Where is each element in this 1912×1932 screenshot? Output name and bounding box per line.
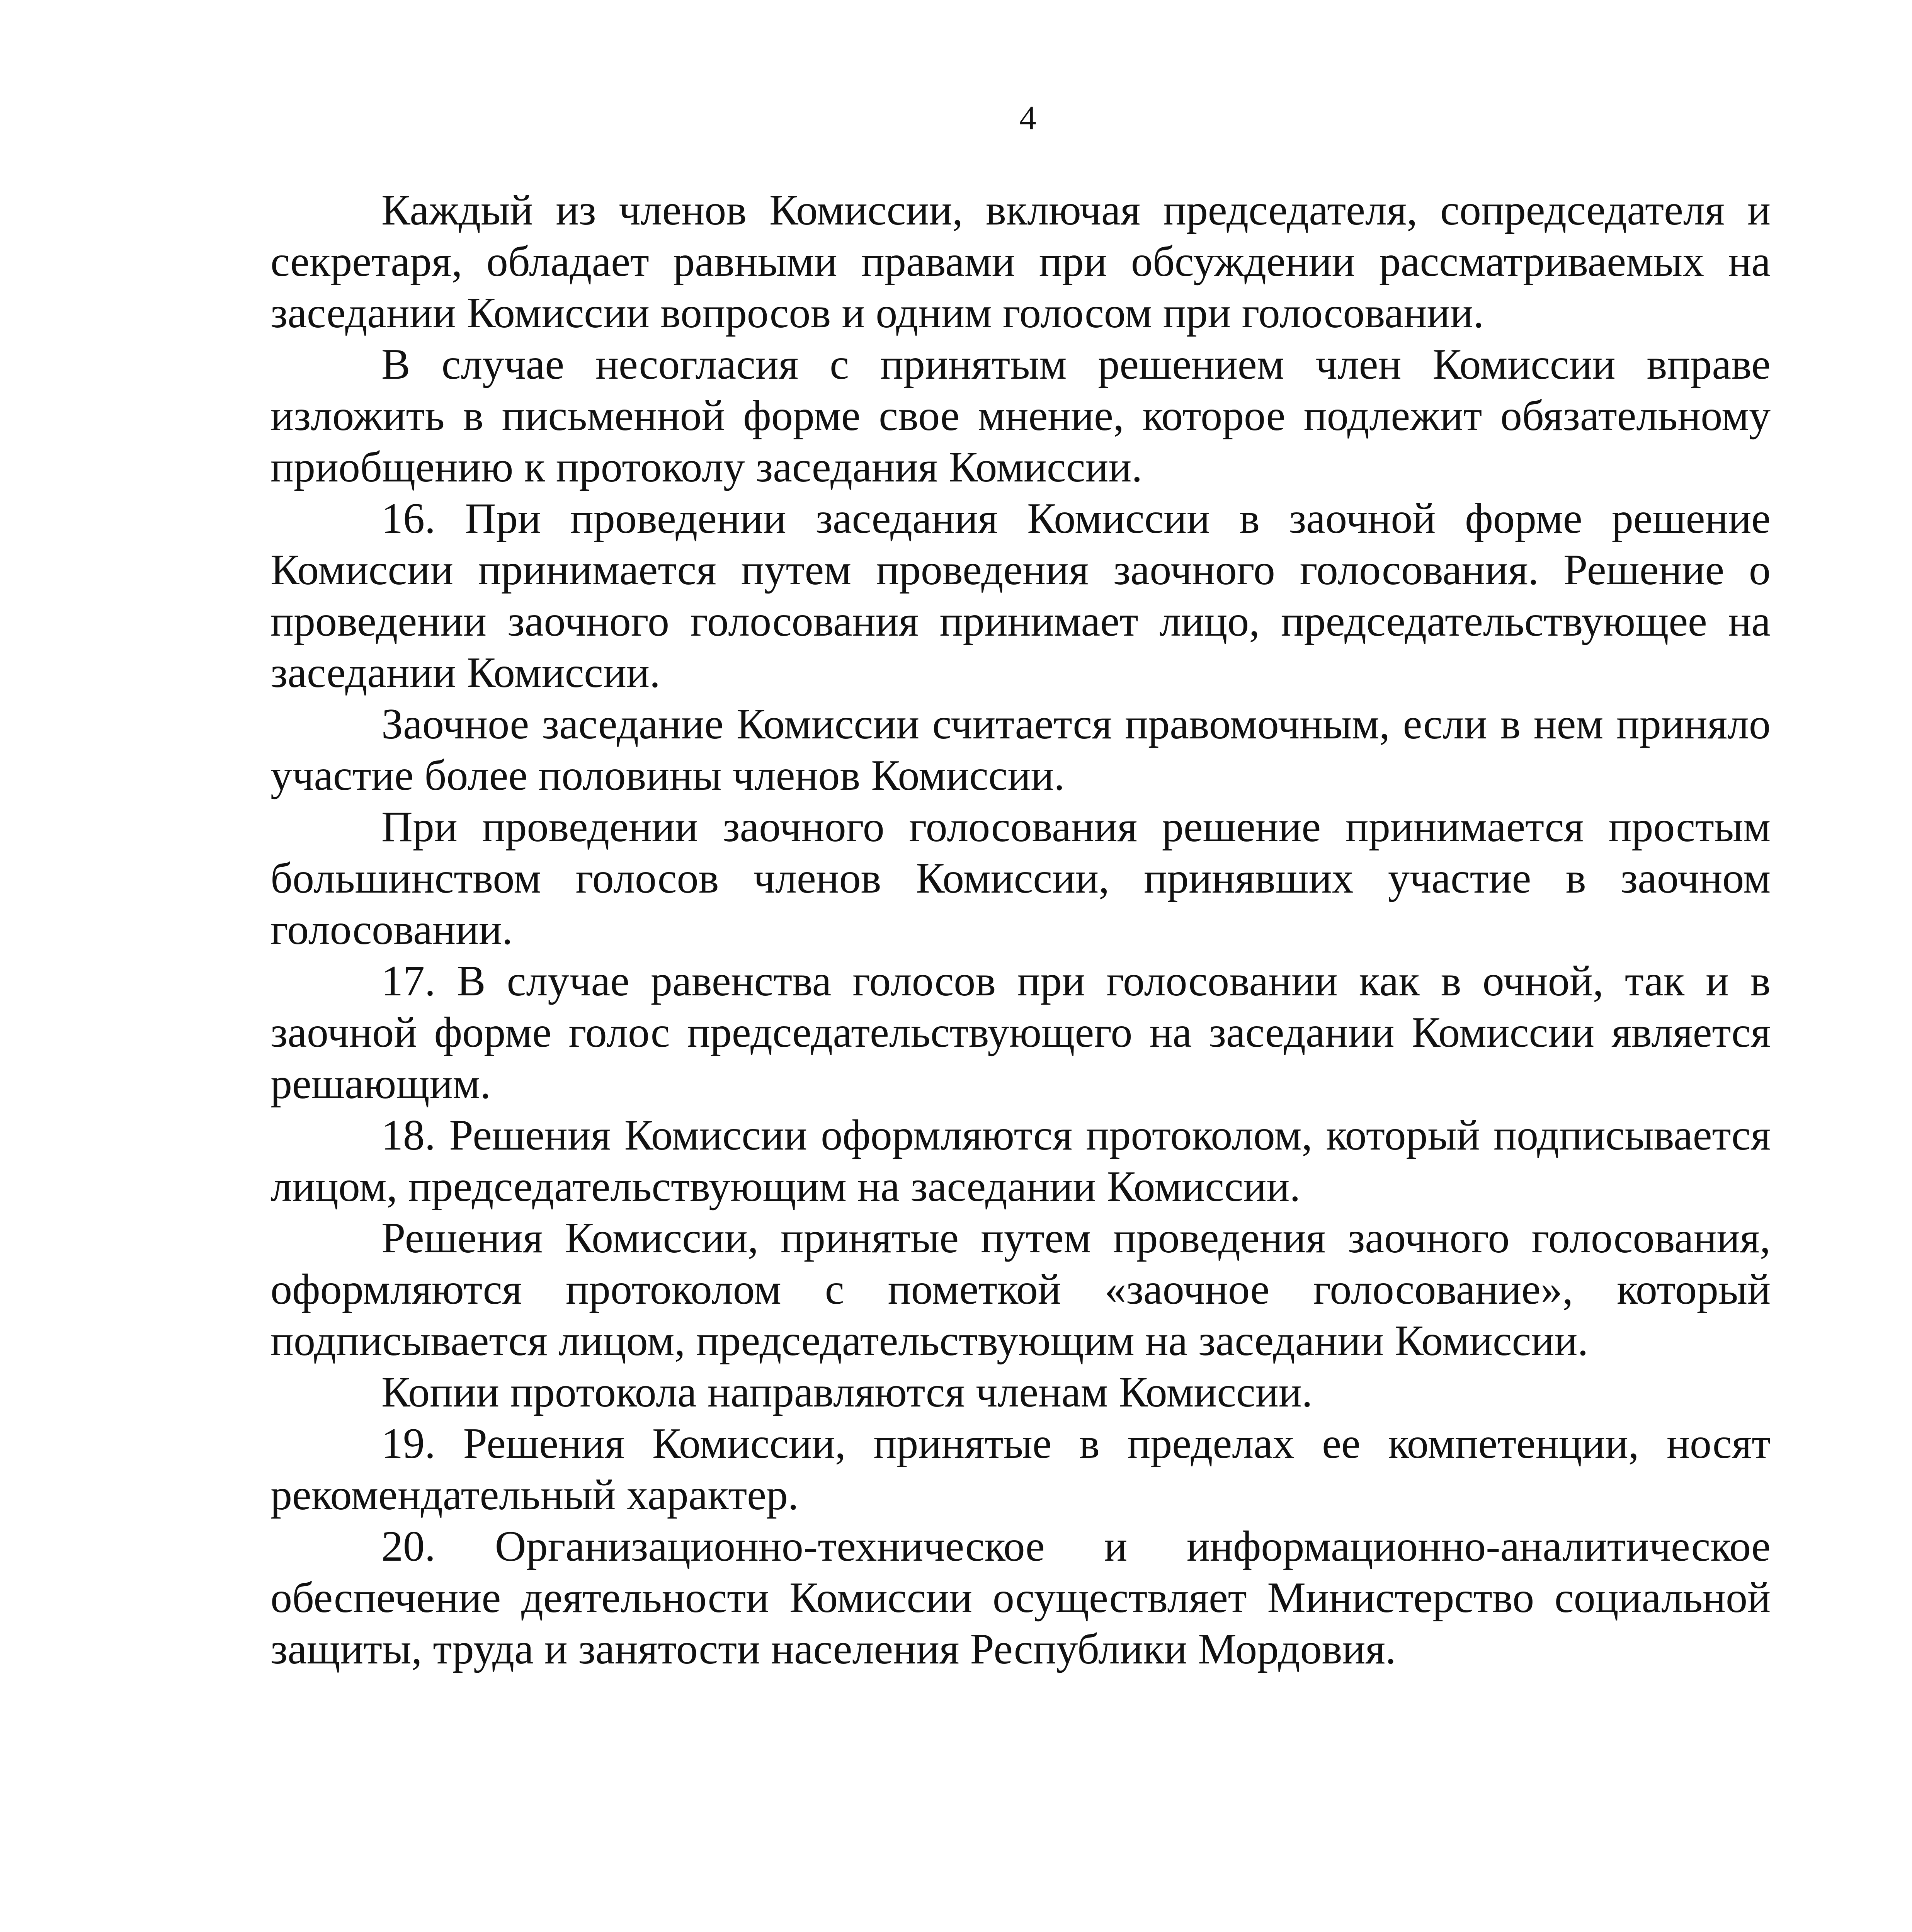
paragraph-clause-17: 17. В случае равенства голосов при голосовании как в очной, так и в заочной форме голос председательствующего на заседании Комиссии является решающим. [270, 957, 1771, 1108]
document-body [270, 185, 1771, 1675]
paragraph-majority-vote: При проведении заочного голосования решение принимается простым большинством голосов членов Комиссии, принявших участие в заочном голосовании. [270, 803, 1771, 954]
paragraph-clause-19: 19. Решения Комиссии, принятые в пределах ее компетенции, носят рекомендательный характер. [270, 1420, 1771, 1519]
paragraph-member-rights: Каждый из членов Комиссии, включая председателя, сопредседателя и секретаря, обладает равными правами при обсуждении рассматриваемых на заседании Комиссии вопросов и одним голосом при голосовании. [270, 186, 1771, 337]
paragraph-quorum: Заочное заседание Комиссии считается правомочным, если в нем приняло участие более половины членов Комиссии. [270, 700, 1771, 799]
paragraph-absentee-protocol: Решения Комиссии, принятые путем проведения заочного голосования, оформляются протоколом с пометкой «заочное голосование», который подписывается лицом, председательствующим на заседании Комиссии. [270, 1214, 1771, 1365]
page-number: 4 [1019, 99, 1036, 137]
paragraph-clause-18: 18. Решения Комиссии оформляются протоколом, который подписывается лицом, председательствующим на заседании Комиссии. [270, 1111, 1771, 1211]
paragraph-protocol-copies: Копии протокола направляются членам Комиссии. [381, 1368, 1313, 1416]
paragraph-clause-16: 16. При проведении заседания Комиссии в заочной форме решение Комиссии принимается путем проведения заочного голосования. Решение о проведении заочного голосования принимает лицо, председательствующее на заседании Комиссии. [270, 495, 1771, 697]
paragraph-dissent-opinion: В случае несогласия с принятым решением член Комиссии вправе изложить в письменной форме свое мнение, которое подлежит обязательному приобщению к протоколу заседания Комиссии. [270, 340, 1771, 491]
paragraph-clause-20: 20. Организационно-техническое и информационно-аналитическое обеспечение деятельности Комиссии осуществляет Министерство социальной защиты, труда и занятости населения Республики Мордовия. [270, 1522, 1771, 1673]
